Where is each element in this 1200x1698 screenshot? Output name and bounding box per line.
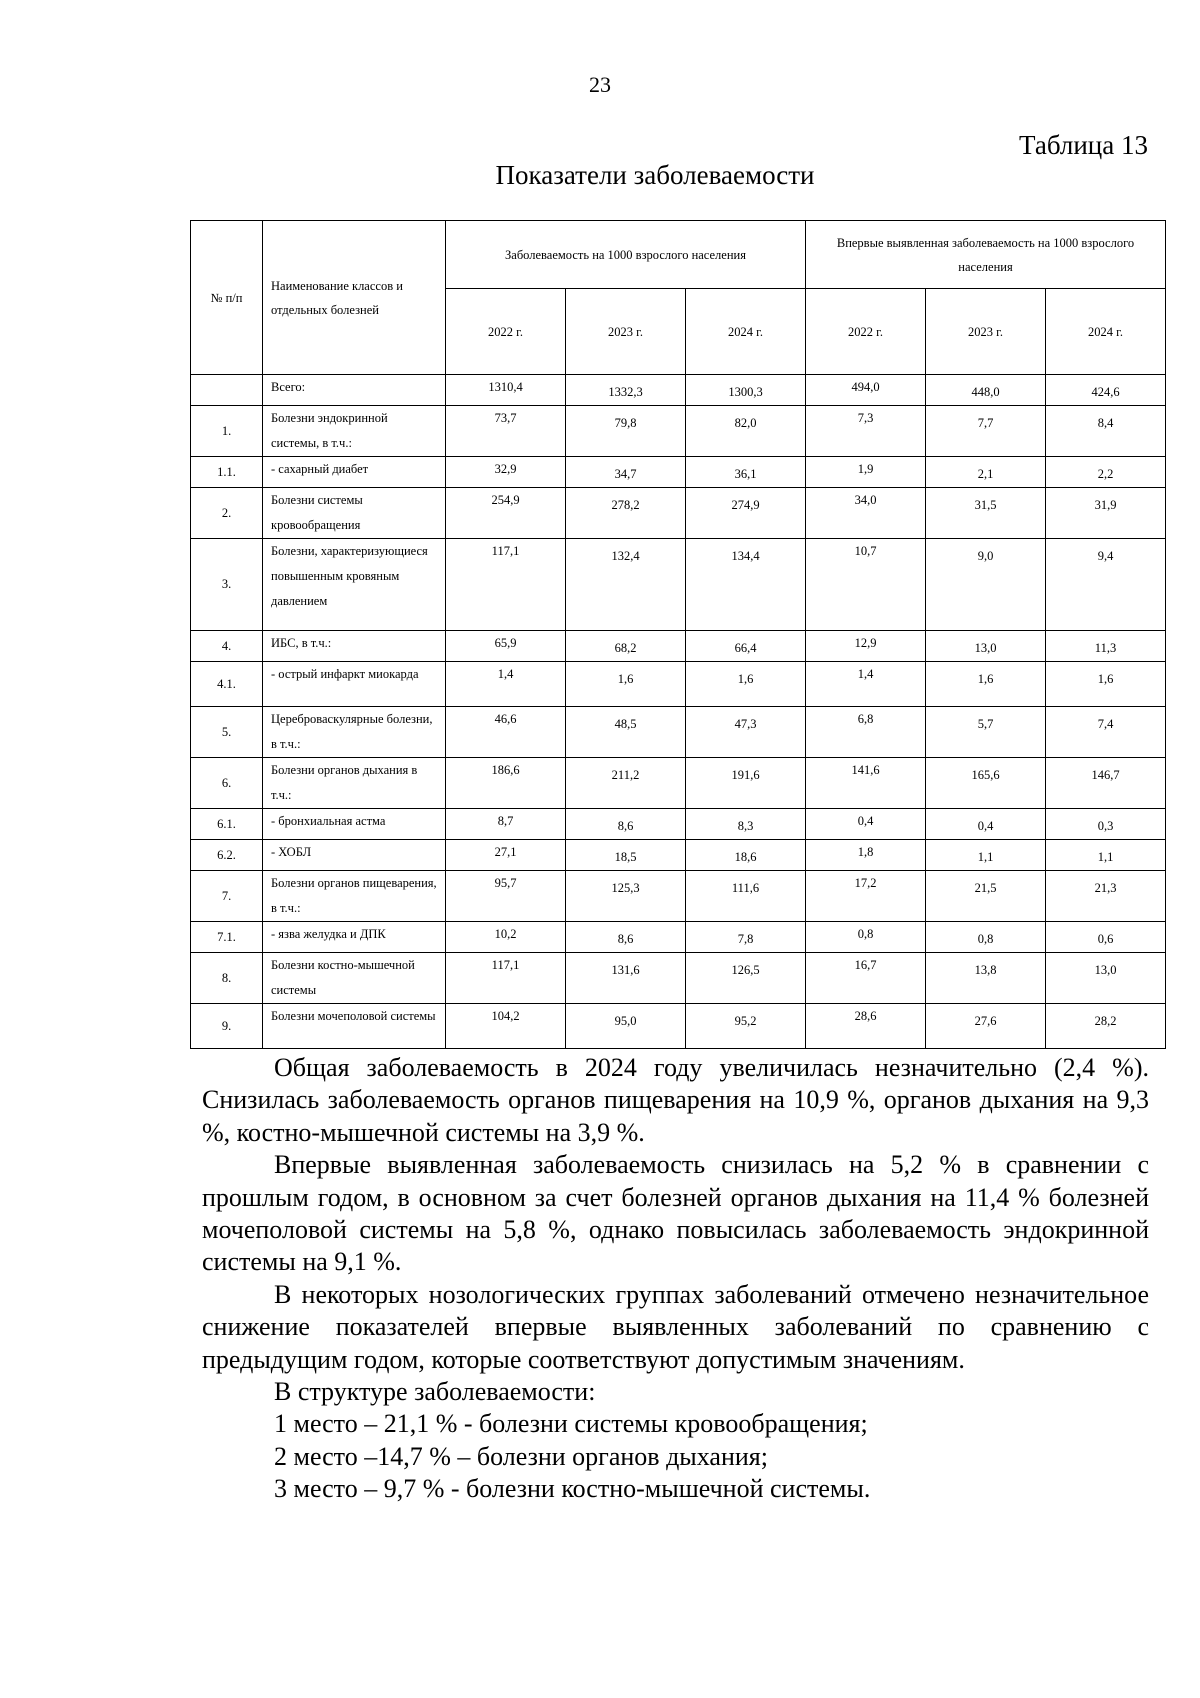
row-value: 6,8 <box>806 707 926 758</box>
header-number: № п/п <box>191 221 263 375</box>
row-value: 2,1 <box>926 457 1046 488</box>
row-value: 186,6 <box>446 758 566 809</box>
row-value: 31,9 <box>1046 488 1166 539</box>
row-value: 68,2 <box>566 631 686 662</box>
row-value: 0,4 <box>926 809 1046 840</box>
row-value: 10,2 <box>446 922 566 953</box>
row-value: 13,8 <box>926 953 1046 1004</box>
row-name: Болезни эндокринной системы, в т.ч.: <box>263 406 446 457</box>
row-name: - язва желудка и ДПК <box>263 922 446 953</box>
table-row <box>191 953 1166 1004</box>
row-value: 1300,3 <box>686 375 806 406</box>
body-text <box>202 1052 1149 1506</box>
row-value: 117,1 <box>446 953 566 1004</box>
row-value: 7,8 <box>686 922 806 953</box>
row-name: - острый инфаркт миокарда <box>263 662 446 707</box>
row-value: 134,4 <box>686 539 806 631</box>
row-value: 9,4 <box>1046 539 1166 631</box>
row-value: 1310,4 <box>446 375 566 406</box>
row-value: 448,0 <box>926 375 1046 406</box>
row-name: Болезни мочеполовой системы <box>263 1004 446 1049</box>
row-number: 2. <box>191 488 263 539</box>
row-name: Болезни, характеризующиеся повышенным кровяным давлением <box>263 539 446 631</box>
row-value: 48,5 <box>566 707 686 758</box>
table-row <box>191 840 1166 871</box>
row-name: Болезни органов пищеварения, в т.ч.: <box>263 871 446 922</box>
morbidity-table <box>190 220 1166 1049</box>
row-value: 10,7 <box>806 539 926 631</box>
row-number: 6. <box>191 758 263 809</box>
row-value: 191,6 <box>686 758 806 809</box>
structure-heading: В структуре заболеваемости: <box>274 1377 596 1407</box>
row-value: 494,0 <box>806 375 926 406</box>
structure-item: 3 место – 9,7 % - болезни костно-мышечной системы. <box>274 1474 871 1504</box>
paragraph: В некоторых нозологических группах заболеваний отмечено незначительное снижение показателей впервые выявленных заболеваний по сравнению с предыдущим годом, которые соответствуют допустимым значениям. <box>202 1279 1149 1374</box>
row-value: 1332,3 <box>566 375 686 406</box>
row-value: 46,6 <box>446 707 566 758</box>
header-group-first-detected: Впервые выявленная заболеваемость на 1000 взрослого населения <box>806 221 1166 289</box>
row-value: 126,5 <box>686 953 806 1004</box>
row-name: Всего: <box>263 375 446 406</box>
row-name: Болезни системы кровообращения <box>263 488 446 539</box>
row-number: 1. <box>191 406 263 457</box>
header-group-morbidity: Заболеваемость на 1000 взрослого населения <box>446 221 806 289</box>
table-row <box>191 631 1166 662</box>
paragraph: Впервые выявленная заболеваемость снизилась на 5,2 % в сравнении с прошлым годом, в основном за счет болезней органов дыхания на 11,4 % болезней мочеполовой системы на 5,8 %, однако повысилась заболеваемость эндокринной системы на 9,1 %. <box>202 1150 1149 1277</box>
table-row <box>191 922 1166 953</box>
row-value: 21,3 <box>1046 871 1166 922</box>
header-year: 2022 г. <box>806 289 926 375</box>
row-value: 21,5 <box>926 871 1046 922</box>
row-value: 0,8 <box>926 922 1046 953</box>
row-value: 131,6 <box>566 953 686 1004</box>
row-number: 7. <box>191 871 263 922</box>
row-value: 2,2 <box>1046 457 1166 488</box>
row-value: 125,3 <box>566 871 686 922</box>
table-row <box>191 707 1166 758</box>
row-value: 13,0 <box>926 631 1046 662</box>
table-row <box>191 539 1166 631</box>
row-value: 141,6 <box>806 758 926 809</box>
row-value: 27,6 <box>926 1004 1046 1049</box>
row-value: 7,7 <box>926 406 1046 457</box>
row-value: 0,8 <box>806 922 926 953</box>
row-value: 28,2 <box>1046 1004 1166 1049</box>
row-name: - бронхиальная астма <box>263 809 446 840</box>
row-value: 18,5 <box>566 840 686 871</box>
row-value: 47,3 <box>686 707 806 758</box>
row-value: 1,4 <box>446 662 566 707</box>
structure-item: 2 место –14,7 % – болезни органов дыхания; <box>274 1441 768 1471</box>
row-value: 104,2 <box>446 1004 566 1049</box>
row-value: 1,6 <box>1046 662 1166 707</box>
table-row <box>191 375 1166 406</box>
header-year: 2024 г. <box>1046 289 1166 375</box>
row-value: 9,0 <box>926 539 1046 631</box>
row-value: 34,7 <box>566 457 686 488</box>
row-value: 1,4 <box>806 662 926 707</box>
table-row <box>191 758 1166 809</box>
row-name: Цереброваскулярные болезни, в т.ч.: <box>263 707 446 758</box>
row-value: 16,7 <box>806 953 926 1004</box>
header-year: 2022 г. <box>446 289 566 375</box>
row-name: Болезни костно-мышечной системы <box>263 953 446 1004</box>
row-value: 34,0 <box>806 488 926 539</box>
row-value: 117,1 <box>446 539 566 631</box>
row-value: 0,4 <box>806 809 926 840</box>
row-number: 9. <box>191 1004 263 1049</box>
table-row <box>191 1004 1166 1049</box>
row-value: 8,6 <box>566 922 686 953</box>
row-value: 1,6 <box>926 662 1046 707</box>
row-value: 5,7 <box>926 707 1046 758</box>
row-value: 7,3 <box>806 406 926 457</box>
row-value: 8,4 <box>1046 406 1166 457</box>
row-number: 4.1. <box>191 662 263 707</box>
table-row <box>191 457 1166 488</box>
row-name: - ХОБЛ <box>263 840 446 871</box>
row-value: 66,4 <box>686 631 806 662</box>
row-number: 6.1. <box>191 809 263 840</box>
row-value: 1,1 <box>926 840 1046 871</box>
header-year: 2023 г. <box>566 289 686 375</box>
row-value: 424,6 <box>1046 375 1166 406</box>
row-value: 1,1 <box>1046 840 1166 871</box>
table-row <box>191 662 1166 707</box>
table-row <box>191 871 1166 922</box>
table-row <box>191 488 1166 539</box>
row-value: 95,7 <box>446 871 566 922</box>
row-number: 4. <box>191 631 263 662</box>
row-value: 0,3 <box>1046 809 1166 840</box>
row-name: - сахарный диабет <box>263 457 446 488</box>
row-value: 146,7 <box>1046 758 1166 809</box>
row-number: 3. <box>191 539 263 631</box>
table-title: Показатели заболеваемости <box>495 160 815 190</box>
row-number: 5. <box>191 707 263 758</box>
table-row <box>191 406 1166 457</box>
row-number: 7.1. <box>191 922 263 953</box>
row-value: 1,9 <box>806 457 926 488</box>
row-value: 32,9 <box>446 457 566 488</box>
row-value: 11,3 <box>1046 631 1166 662</box>
row-number: 8. <box>191 953 263 1004</box>
row-value: 1,6 <box>686 662 806 707</box>
row-value: 1,8 <box>806 840 926 871</box>
row-name: ИБС, в т.ч.: <box>263 631 446 662</box>
paragraph: Общая заболеваемость в 2024 году увеличилась незначительно (2,4 %). Снизилась заболеваемость органов пищеварения на 10,9 %, органов дыхания на 9,3 %, костно-мышечной системы на 3,9 %. <box>202 1053 1149 1147</box>
table-row <box>191 809 1166 840</box>
row-value: 165,6 <box>926 758 1046 809</box>
header-year: 2024 г. <box>686 289 806 375</box>
row-value: 82,0 <box>686 406 806 457</box>
page-number: 23 <box>589 72 611 97</box>
row-value: 132,4 <box>566 539 686 631</box>
row-value: 274,9 <box>686 488 806 539</box>
row-value: 8,7 <box>446 809 566 840</box>
row-value: 65,9 <box>446 631 566 662</box>
row-value: 254,9 <box>446 488 566 539</box>
row-number <box>191 375 263 406</box>
row-number: 1.1. <box>191 457 263 488</box>
row-value: 278,2 <box>566 488 686 539</box>
row-value: 79,8 <box>566 406 686 457</box>
header-name: Наименование классов и отдельных болезней <box>263 221 446 375</box>
row-name: Болезни органов дыхания в т.ч.: <box>263 758 446 809</box>
row-value: 0,6 <box>1046 922 1166 953</box>
header-year: 2023 г. <box>926 289 1046 375</box>
row-number: 6.2. <box>191 840 263 871</box>
structure-item: 1 место – 21,1 % - болезни системы кровообращения; <box>274 1409 868 1439</box>
row-value: 95,0 <box>566 1004 686 1049</box>
row-value: 73,7 <box>446 406 566 457</box>
row-value: 8,6 <box>566 809 686 840</box>
row-value: 95,2 <box>686 1004 806 1049</box>
row-value: 111,6 <box>686 871 806 922</box>
row-value: 8,3 <box>686 809 806 840</box>
row-value: 17,2 <box>806 871 926 922</box>
table-label: Таблица 13 <box>1019 130 1148 160</box>
row-value: 36,1 <box>686 457 806 488</box>
row-value: 18,6 <box>686 840 806 871</box>
row-value: 31,5 <box>926 488 1046 539</box>
row-value: 27,1 <box>446 840 566 871</box>
row-value: 211,2 <box>566 758 686 809</box>
row-value: 28,6 <box>806 1004 926 1049</box>
row-value: 1,6 <box>566 662 686 707</box>
row-value: 13,0 <box>1046 953 1166 1004</box>
row-value: 12,9 <box>806 631 926 662</box>
row-value: 7,4 <box>1046 707 1166 758</box>
